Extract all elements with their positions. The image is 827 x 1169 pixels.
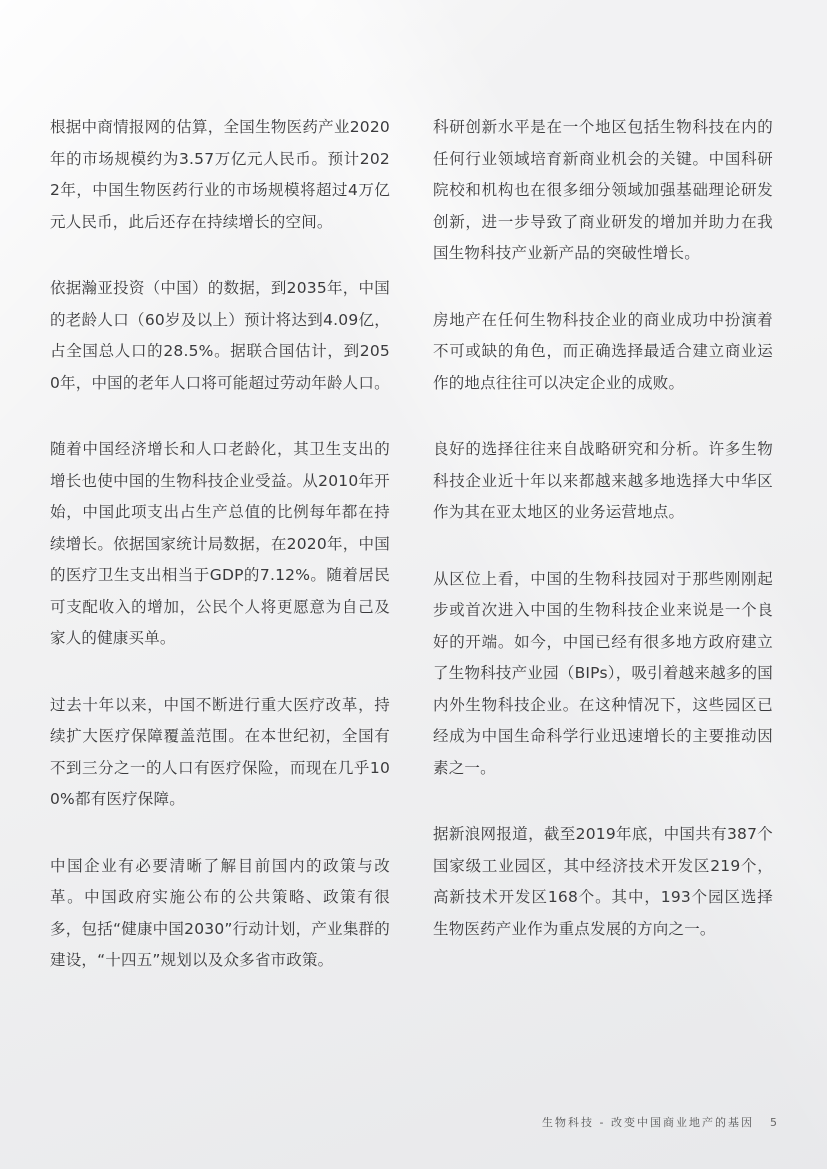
page-footer <box>542 1114 777 1130</box>
paragraph-strategy: 良好的选择往往来自战略研究和分析。许多生物科技企业近十年以来都越来越多地选择大中华区作为其在亚太地区的业务运营地点。 <box>433 440 773 521</box>
paragraph-policy: 中国企业有必要清晰了解目前国内的政策与改革。中国政府实施公布的公共策略、政策有很多，包括“健康中国2030”行动计划，产业集群的建设，“十四五”规划以及众多省市政策。 <box>50 856 390 969</box>
paragraph-innovation: 科研创新水平是在一个地区包括生物科技在内的任何行业领域培育新商业机会的关键。中国科研院校和机构也在很多细分领域加强基础理论研发创新，进一步导致了商业研发的增加并助力在我国生物科技产业新产品的突破性增长。 <box>433 118 773 262</box>
footer-title: 生物科技 - 改变中国商业地产的基因 <box>542 1116 754 1129</box>
left-column <box>50 112 390 1012</box>
paragraph-health-spending: 随着中国经济增长和人口老龄化，其卫生支出的增长也使中国的生物科技企业受益。从2010年开始，中国此项支出占生产总值的比例每年都在持续增长。依据国家统计局数据，在2020年，中国的医疗卫生支出相当于GDP的7.12%。随着居民可支配收入的增加，公民个人将更愿意为自己及家人的健康买单。 <box>50 440 390 647</box>
page-number: 5 <box>770 1115 777 1129</box>
paragraph-industrial-parks: 据新浪网报道，截至2019年底，中国共有387个国家级工业园区，其中经济技术开发区219个，高新技术开发区168个。其中，193个园区选择生物医药产业作为重点发展的方向之一。 <box>433 825 773 938</box>
paragraph-medical-reform: 过去十年以来，中国不断进行重大医疗改革，持续扩大医疗保障覆盖范围。在本世纪初，全国有不到三分之一的人口有医疗保险，而现在几乎100%都有医疗保障。 <box>50 695 390 808</box>
paragraph-market-size: 根据中商情报网的估算，全国生物医药产业2020年的市场规模约为3.57万亿元人民币。预计2022年，中国生物医药行业的市场规模将超过4万亿元人民币，此后还存在持续增长的空间。 <box>50 118 390 231</box>
right-column <box>433 112 773 980</box>
paragraph-biotech-parks: 从区位上看，中国的生物科技园对于那些刚刚起步或首次进入中国的生物科技企业来说是一个良好的开端。如今，中国已经有很多地方政府建立了生物科技产业园（BIPs），吸引着越来越多的国内外生物科技企业。在这种情况下，这些园区已经成为中国生命科学行业迅速增长的主要推动因素之一。 <box>433 569 773 777</box>
paragraph-real-estate: 房地产在任何生物科技企业的商业成功中扮演着不可或缺的角色，而正确选择最适合建立商业运作的地点往往可以决定企业的成败。 <box>433 310 773 392</box>
paragraph-aging-population: 依据瀚亚投资（中国）的数据，到2035年，中国的老龄人口（60岁及以上）预计将达到4.09亿，占全国总人口的28.5%。据联合国估计，到2050年，中国的老年人口将可能超过劳动年龄人口。 <box>50 279 390 392</box>
